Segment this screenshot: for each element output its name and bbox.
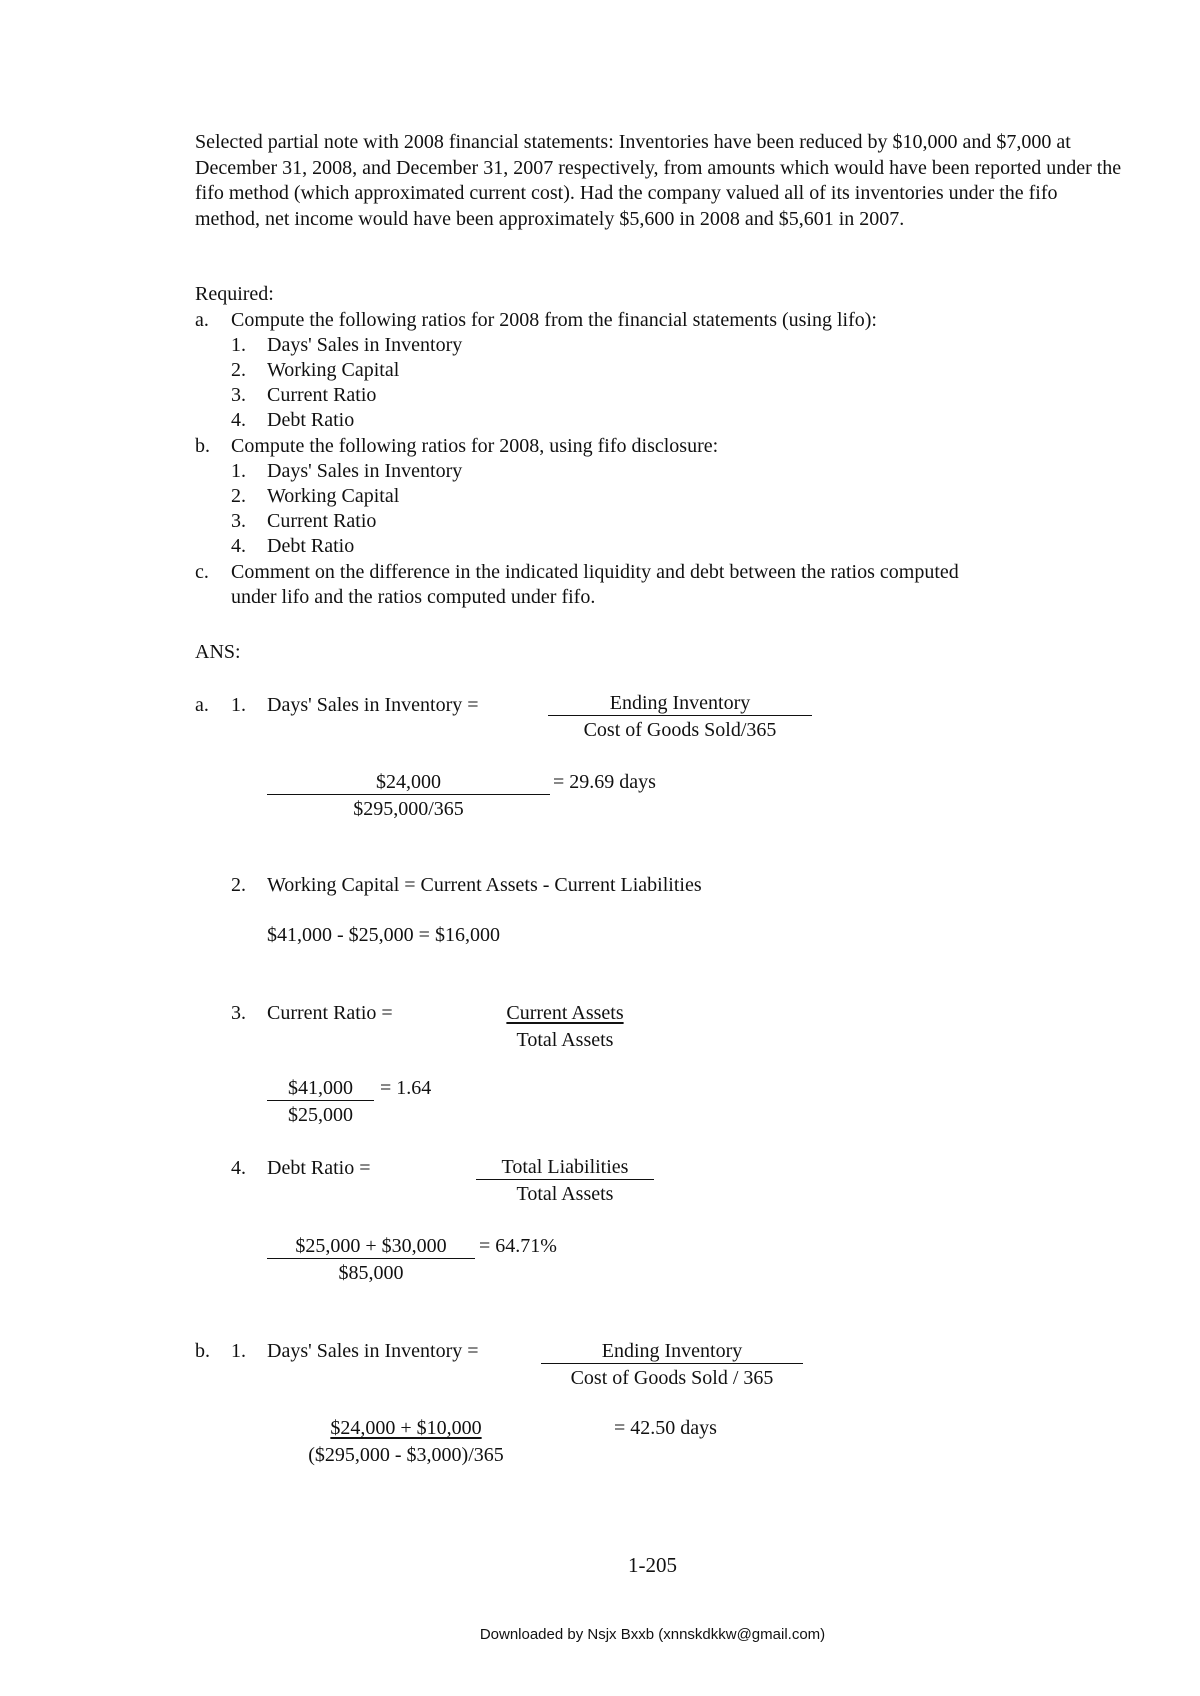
ans-a3-result: = 1.64 <box>380 1077 432 1099</box>
download-footer: Downloaded by Nsjx Bxxb (xnnskdkkw@gmail.com) <box>479 1626 826 1643</box>
ans-b1-label: Days' Sales in Inventory = <box>267 1340 479 1362</box>
ans-b1-formula-denominator: Cost of Goods Sold / 365 <box>570 1367 774 1389</box>
ans-a1-num: 1. <box>231 694 246 716</box>
fraction-bar <box>541 1363 803 1364</box>
fraction-bar <box>267 794 550 795</box>
ans-heading: ANS: <box>195 641 241 663</box>
req-a-text: Compute the following ratios for 2008 from the financial statements (using lifo): <box>231 309 877 331</box>
req-a-item-label: Days' Sales in Inventory <box>267 334 463 356</box>
req-a-item-num: 3. <box>231 384 246 406</box>
req-b-item-num: 4. <box>231 535 246 557</box>
ans-a4-num: 4. <box>231 1157 246 1179</box>
ans-a4-calc-numerator: $25,000 + $30,000 <box>295 1235 447 1257</box>
req-b-item-label: Debt Ratio <box>267 535 355 557</box>
ans-a1-result: = 29.69 days <box>553 771 656 793</box>
ans-a-marker: a. <box>195 694 209 716</box>
ans-a4-result: = 64.71% <box>479 1235 557 1257</box>
fraction-bar <box>476 1179 654 1180</box>
req-b-marker: b. <box>195 435 210 457</box>
req-a-item-label: Debt Ratio <box>267 409 355 431</box>
req-b-item-label: Current Ratio <box>267 510 377 532</box>
page-number: 1-205 <box>628 1553 677 1577</box>
ans-a1-formula-numerator: Ending Inventory <box>609 692 751 714</box>
ans-a1-formula-denominator: Cost of Goods Sold/365 <box>583 719 777 741</box>
ans-b1-calc-numerator <box>280 1418 532 1438</box>
req-c-line2: under lifo and the ratios computed under fifo. <box>231 586 596 608</box>
req-c-line1: Comment on the difference in the indicated liquidity and debt between the ratios computed <box>231 561 959 583</box>
ans-a1-label: Days' Sales in Inventory = <box>267 694 479 716</box>
ans-b-marker: b. <box>195 1340 210 1362</box>
underlined-text: $24,000 + $10,000 <box>330 1417 482 1439</box>
intro-paragraph: Selected partial note with 2008 financial statements: Inventories have been reduced by $10,000 and $7,000 at December 31, 2008, and December 31, 2007 respectively, from amounts which would have been reported under the fifo method (which approximated current cost). Had the company valued all of its inventories under the fifo method, net income would have been approximately $5,600 in 2008 and $5,601 in 2007. <box>195 131 1122 230</box>
ans-a2-calc: $41,000 - $25,000 = $16,000 <box>267 924 500 946</box>
req-a-item-label: Current Ratio <box>267 384 377 406</box>
req-a-item-num: 4. <box>231 409 246 431</box>
required-heading: Required: <box>195 283 274 305</box>
req-b-item-num: 2. <box>231 485 246 507</box>
ans-a4-formula-numerator: Total Liabilities <box>501 1156 629 1178</box>
ans-a3-calc-denominator: $25,000 <box>288 1104 353 1126</box>
fraction-bar <box>267 1100 374 1101</box>
ans-a3-formula-numerator <box>470 1003 660 1023</box>
ans-a3-formula-denominator: Total Assets <box>516 1029 614 1051</box>
req-b-item-num: 1. <box>231 460 246 482</box>
fraction-bar <box>548 715 812 716</box>
ans-a3-calc-numerator: $41,000 <box>288 1077 353 1099</box>
req-b-item-label: Working Capital <box>267 485 400 507</box>
req-b-item-label: Days' Sales in Inventory <box>267 460 463 482</box>
req-a-item-label: Working Capital <box>267 359 400 381</box>
underlined-text: Current Assets <box>506 1002 624 1024</box>
req-a-item-num: 1. <box>231 334 246 356</box>
ans-a3-num: 3. <box>231 1002 246 1024</box>
ans-a4-label: Debt Ratio = <box>267 1157 371 1179</box>
ans-a4-formula-denominator: Total Assets <box>516 1183 614 1205</box>
req-b-item-num: 3. <box>231 510 246 532</box>
ans-b1-calc-denominator: ($295,000 - $3,000)/365 <box>308 1444 504 1466</box>
req-a-marker: a. <box>195 309 209 331</box>
fraction-bar <box>267 1258 475 1259</box>
ans-b1-formula-numerator: Ending Inventory <box>601 1340 743 1362</box>
req-c-marker: c. <box>195 561 209 583</box>
ans-b1-result: = 42.50 days <box>614 1417 717 1439</box>
ans-a3-label: Current Ratio = <box>267 1002 393 1024</box>
req-b-text: Compute the following ratios for 2008, using fifo disclosure: <box>231 435 719 457</box>
ans-a1-calc-denominator: $295,000/365 <box>353 798 464 820</box>
ans-a2-label: Working Capital = Current Assets - Current Liabilities <box>267 874 702 896</box>
ans-a1-calc-numerator: $24,000 <box>376 771 441 793</box>
ans-a4-calc-denominator: $85,000 <box>338 1262 404 1284</box>
ans-a2-num: 2. <box>231 874 246 896</box>
req-a-item-num: 2. <box>231 359 246 381</box>
ans-b1-num: 1. <box>231 1340 246 1362</box>
